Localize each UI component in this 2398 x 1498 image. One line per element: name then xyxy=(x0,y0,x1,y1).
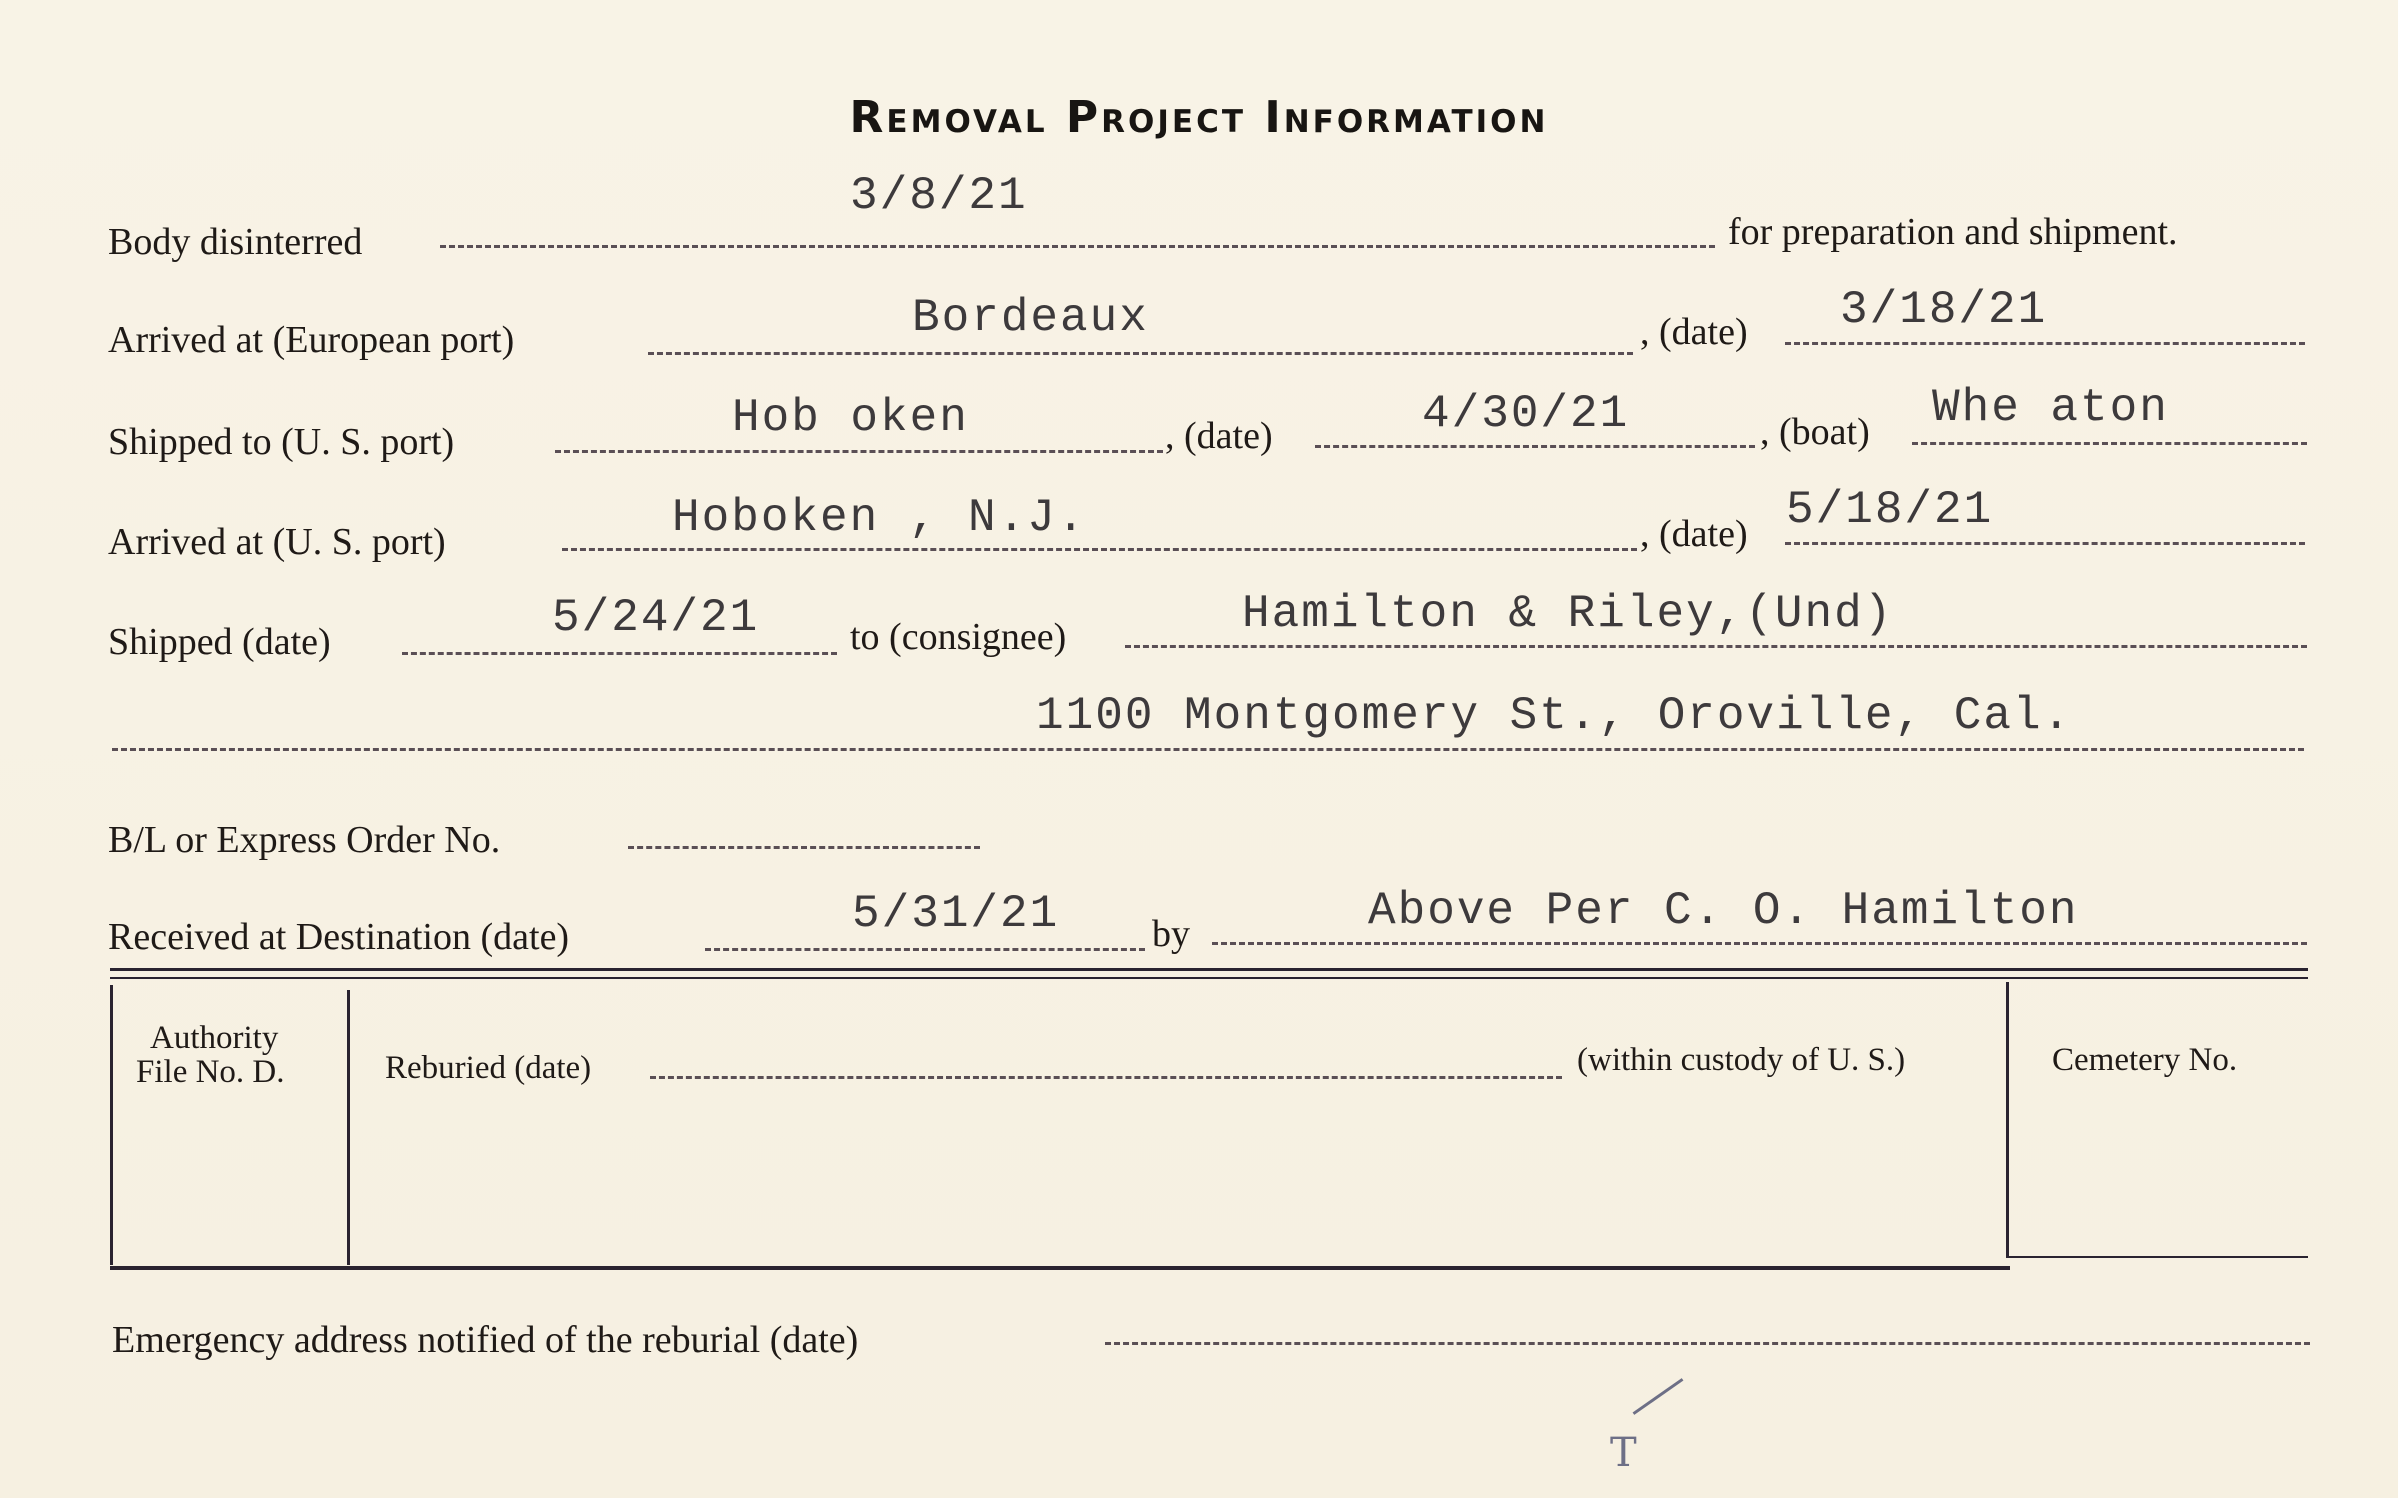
arrived-european-date-line xyxy=(1785,342,2305,345)
authority-label-line2: File No. D. xyxy=(136,1054,285,1090)
table-divider-right xyxy=(2006,982,2009,1257)
page-title: Removal Project Information xyxy=(849,92,1549,143)
bl-label: B/L or Express Order No. xyxy=(108,819,501,861)
arrived-european-date-label: , (date) xyxy=(1640,311,1748,353)
shipped-us-port-line xyxy=(555,450,1163,453)
table-top-rule xyxy=(110,968,2308,971)
body-disinterred-date[interactable]: 3/8/21 xyxy=(850,170,1028,222)
consignee-line xyxy=(1125,645,2307,648)
shipped-us-boat-line xyxy=(1912,442,2307,445)
received-by[interactable]: Above Per C. O. Hamilton xyxy=(1368,885,2079,937)
received-date-line xyxy=(705,948,1145,951)
received-date[interactable]: 5/31/21 xyxy=(852,888,1060,940)
shipped-us-date[interactable]: 4/30/21 xyxy=(1422,388,1630,440)
table-bottom-rule-right xyxy=(2006,1256,2308,1258)
arrived-european-date[interactable]: 3/18/21 xyxy=(1840,284,2048,336)
arrived-us-date-line xyxy=(1785,542,2305,545)
arrived-us-label: Arrived at (U. S. port) xyxy=(108,521,446,563)
table-left-border xyxy=(110,985,113,1265)
custody-label: (within custody of U. S.) xyxy=(1577,1042,1906,1078)
received-label: Received at Destination (date) xyxy=(108,916,570,958)
body-disinterred-label: Body disinterred xyxy=(108,221,363,263)
pencil-check-mark xyxy=(1633,1378,1684,1415)
shipped-us-boat-label: , (boat) xyxy=(1760,411,1870,453)
table-top-rule-inner xyxy=(110,977,2308,979)
shipped-us-date-label: , (date) xyxy=(1165,415,1273,457)
shipped-us-label: Shipped to (U. S. port) xyxy=(108,421,455,463)
arrived-us-date-label: , (date) xyxy=(1640,513,1748,555)
table-bottom-rule-left xyxy=(110,1266,2010,1270)
consignee-label: to (consignee) xyxy=(850,616,1067,658)
emergency-line xyxy=(1105,1342,2310,1345)
cemetery-label: Cemetery No. xyxy=(2052,1042,2238,1078)
consignee-name[interactable]: Hamilton & Riley,(Und) xyxy=(1242,588,1894,640)
preparation-text: for preparation and shipment. xyxy=(1728,211,2178,253)
arrived-us-port[interactable]: Hoboken , N.J. xyxy=(672,492,1087,544)
arrived-european-label: Arrived at (European port) xyxy=(108,319,515,361)
received-by-line xyxy=(1212,942,2307,945)
arrived-european-port[interactable]: Bordeaux xyxy=(912,292,1149,344)
arrived-us-date[interactable]: 5/18/21 xyxy=(1786,484,1994,536)
reburied-line xyxy=(650,1076,1562,1079)
shipped-date-label: Shipped (date) xyxy=(108,621,331,663)
body-disinterred-line xyxy=(440,245,1715,248)
consignee-address-line xyxy=(112,748,2304,751)
shipped-us-port[interactable]: Hob oken xyxy=(732,392,969,444)
shipped-date-line xyxy=(402,652,837,655)
pencil-initial-mark: T xyxy=(1610,1430,1637,1476)
authority-label-line1: Authority xyxy=(150,1020,279,1056)
shipped-date[interactable]: 5/24/21 xyxy=(552,592,760,644)
shipped-us-date-line xyxy=(1315,445,1755,448)
shipped-us-boat[interactable]: Whe aton xyxy=(1932,382,2169,434)
table-divider-left xyxy=(347,990,350,1265)
bl-line xyxy=(628,846,980,849)
reburied-label: Reburied (date) xyxy=(385,1050,592,1086)
consignee-address[interactable]: 1100 Montgomery St., Oroville, Cal. xyxy=(1036,690,2073,742)
emergency-label: Emergency address notified of the reburial (date) xyxy=(112,1319,859,1361)
received-by-label: by xyxy=(1152,913,1190,955)
arrived-us-port-line xyxy=(562,548,1637,551)
arrived-european-port-line xyxy=(648,352,1633,355)
